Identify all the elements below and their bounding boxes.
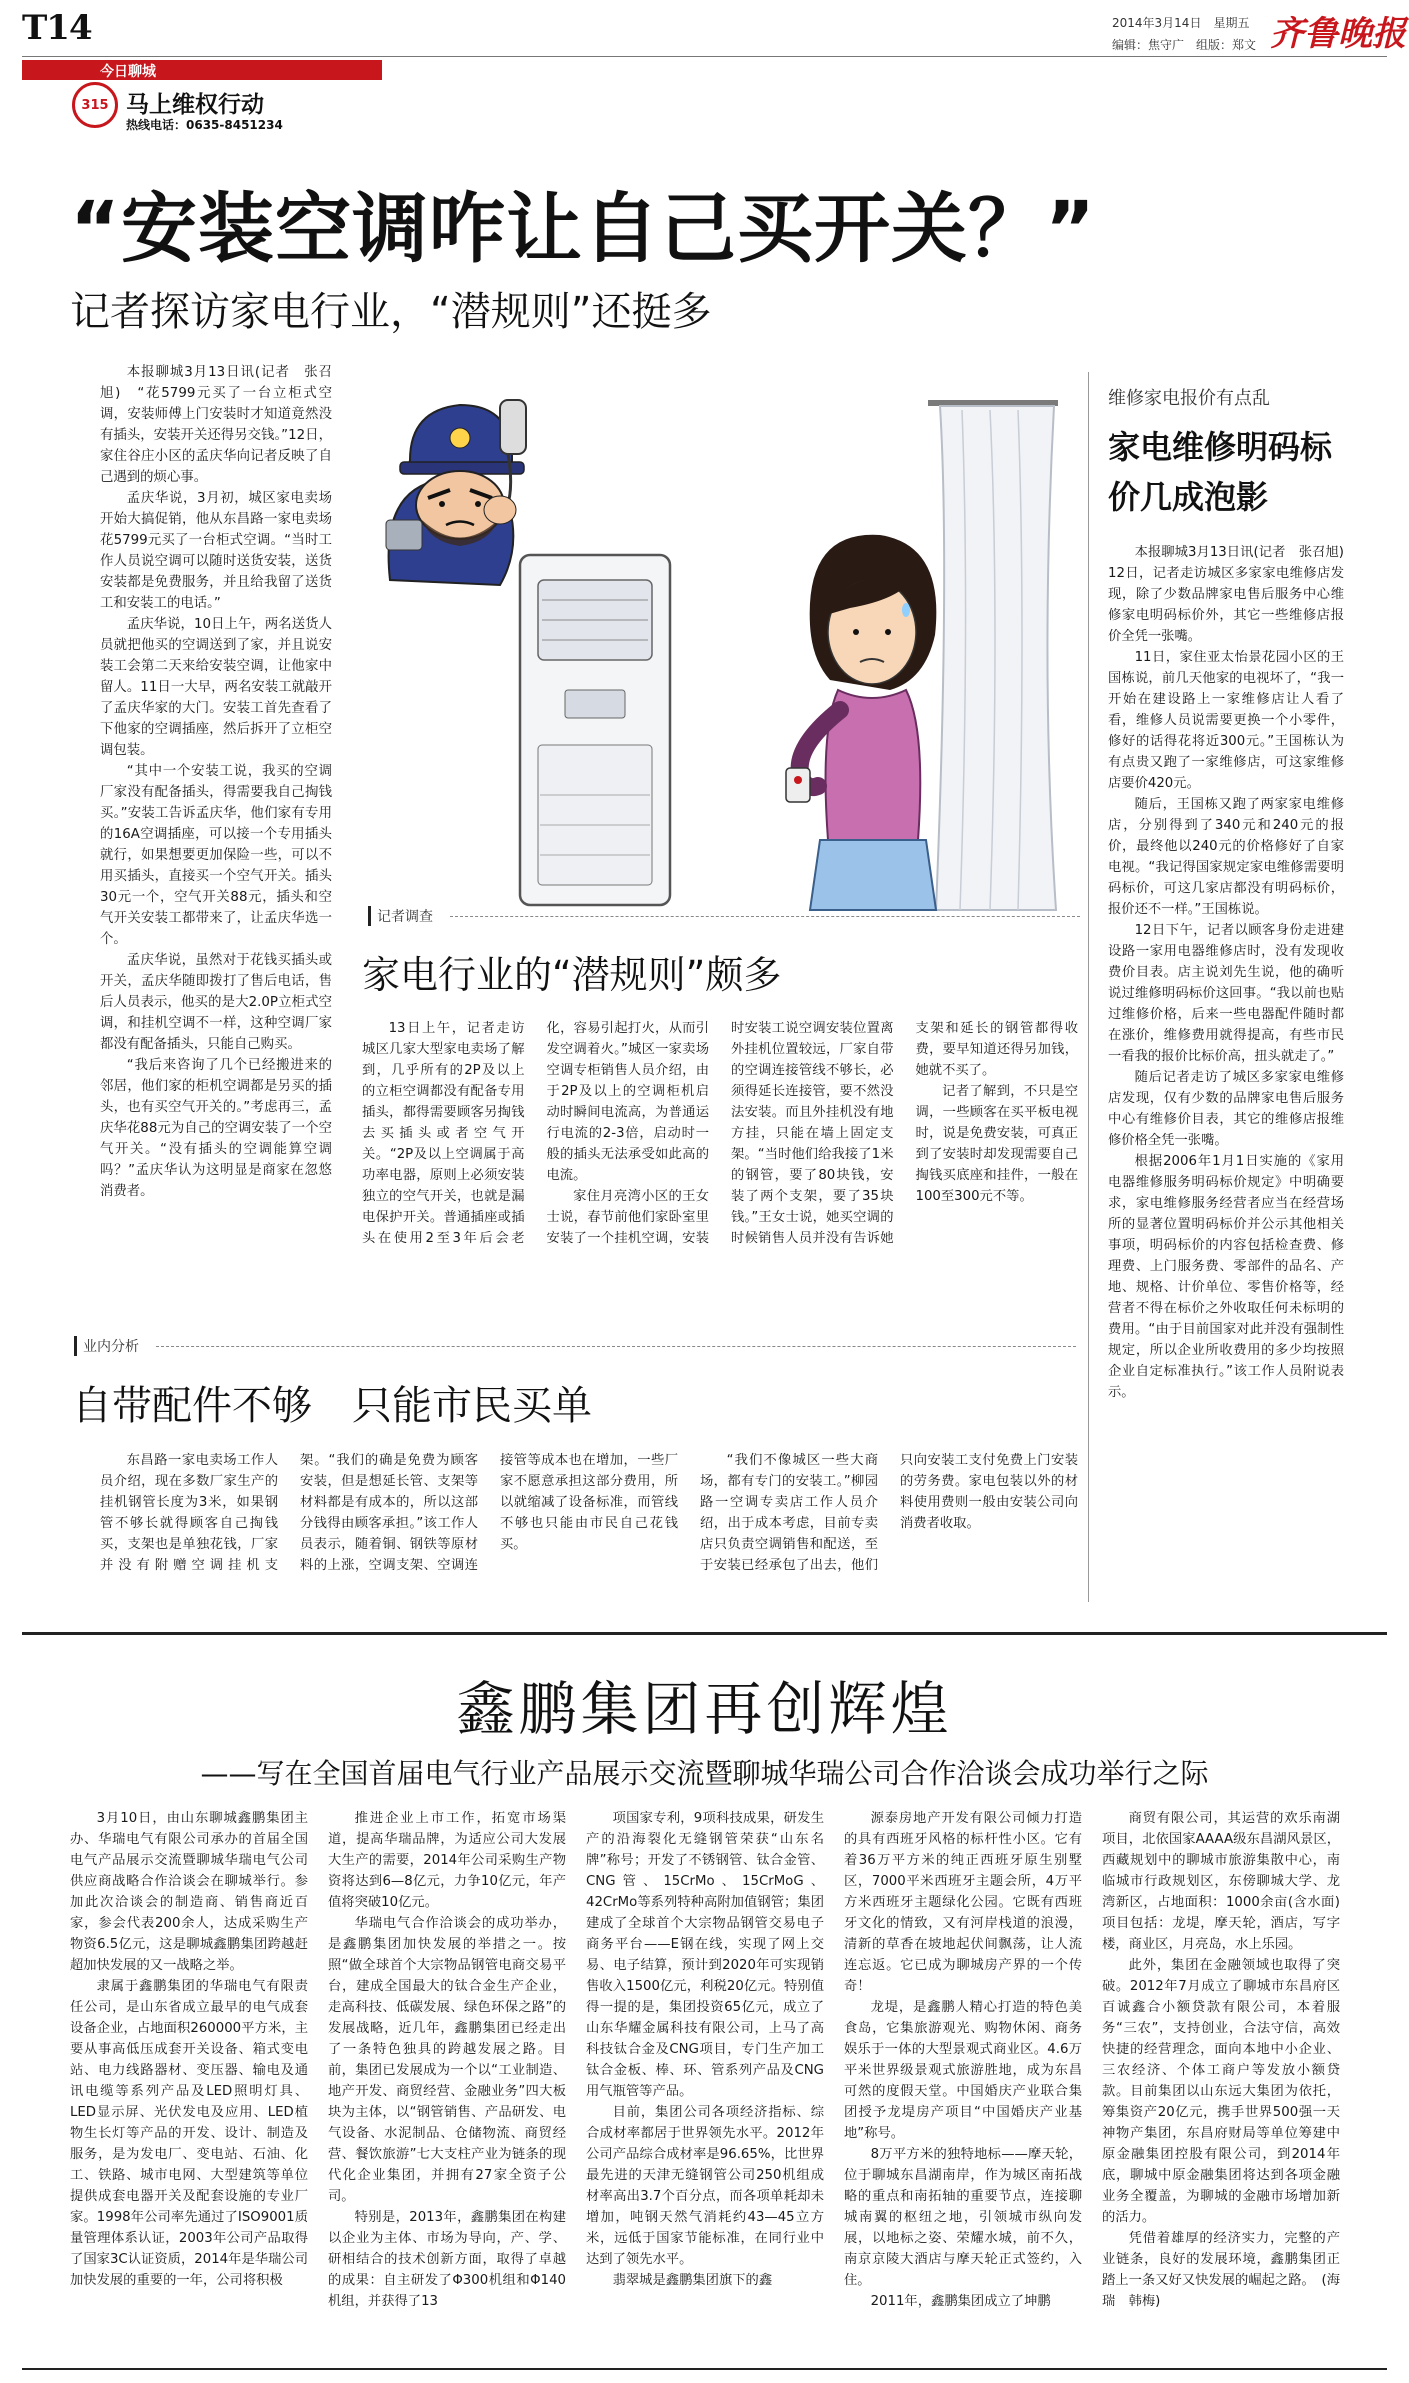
section2-tag: 记者调查: [368, 906, 433, 926]
ad-top-rule: [22, 1632, 1387, 1635]
section-bar: [22, 60, 382, 80]
curtain-graphic: [928, 400, 1058, 910]
woman-customer-graphic: [786, 535, 936, 910]
ad-paragraph: 隶属于鑫鹏集团的华瑞电气有限责任公司，是山东省成立最早的电气成套设备企业，占地面积260000平方米，主要从事高低压成套开关设备、箱式变电站、电力线路器材、变压器、输电及通讯电缆等系列产品及LED照明灯具、LED显示屏、光伏发电及应用、LED植物生长灯等产品的开发、设计、制造及服务，是为发电厂、变电站、石油、化工、铁路、城市电网、大型建筑等单位提供成套电器开关及配套设施的专业厂家。1998年公司率先通过了ISO9001质量管理体系认证，2003年公司产品取得了国家3C认证资质，2014年是华瑞公司加快发展的重要的一年，公司将积极: [70, 1979, 308, 2288]
section3-paragraph: “我们不像城区一些大商场，都有专门的安装工。”柳园路一空调专卖店工作人员介绍，出于成本考虑，目前专卖店只负责空调销售和配送，至于安装已经承包了出去，他们只向安装工支付免费上门安装的劳务费。家电包装以外的材料使用费则一般由安装公司向消费者收取。: [700, 1453, 1078, 1573]
section3-title: 自带配件不够 只能市民买单: [72, 1383, 592, 1429]
story1-paragraph: 孟庆华说，虽然对于花钱买插头或开关，孟庆华随即拨打了售后电话，售后人员表示，他买的是大2.0P立柜式空调，和挂机空调不一样，这种空调厂家都没有配备插头，只能自己购买。: [100, 953, 332, 1052]
ad-paragraph: 翡翠城是鑫鹏集团旗下的鑫: [612, 2273, 773, 2288]
section2-rule: [450, 916, 1080, 917]
sidebar-paragraph: 随后，王国栋又跑了两家家电维修店，分别得到了340元和240元的报价，最终他以240元的价格修好了自家电视。“我记得国家规定家电维修需要明码标价，可这几家店都没有明码标价，报价还不一样。”王国栋说。: [1108, 797, 1344, 917]
ad-paragraph: 源泰房地产开发有限公司倾力打造的具有西班牙风格的标杆性小区。它有着36万平方米的纯正西班牙原生别墅区，7000平米西班牙主题会所，4万平方米西班牙主题绿化公园。它既有西班牙文化的情致，又有河岸栈道的浪漫，清新的草香在坡地起伏间飘荡，让人流连忘返。它已成为聊城房产界的一个传奇！: [844, 1811, 1082, 1994]
ad-paragraph: 目前，集团公司各项经济指标、综合成材率都居于世界领先水平。2012年公司产品综合成材率是96.65%，比世界最先进的天津无缝钢管公司250机组成材率高出3.7个百分点，而各项单耗却未增加，吨钢天然气消耗约43—45立方米，远低于国家节能标准，在同行业中达到了领先水平。: [586, 2105, 824, 2267]
editor-line: 编辑：焦守广 组版：郑文: [1112, 38, 1257, 52]
section2-paragraph: 家住月亮湾小区的王女士说，春节前他们家卧室里安装了一个挂机空调，安装时安装工说空调安装位置离外挂机位置较远，厂家自带的空调连接管线不够长，必须得延长连接管，要不然没法安装。而且外挂机没有地方挂，只能在墙上固定支架。“当时他们给我接了1米的钢管，要了80块钱，安装了两个支架，要了35块钱。”王女士说，她买空调的时候销售人员并没有告诉她支架和延长的钢管都得收费，要早知道还得另加钱，她就不买了。: [546, 1021, 1078, 1246]
cartoon-illustration: [350, 370, 1070, 910]
section3-columns: [100, 1450, 1078, 1610]
air-conditioner-graphic: [520, 555, 670, 905]
section2-columns: [362, 1018, 1078, 1314]
ad-column-1: [70, 1808, 308, 2353]
ad-paragraph: 特别是，2013年，鑫鹏集团在构建以企业为主体、市场为导向，产、学、研相结合的技术创新方面，取得了卓越的成果：自主研发了Φ300机组和Φ140机组，并获得了13: [328, 2210, 566, 2309]
sidebar-column: [1108, 542, 1358, 1570]
ad-paragraph: 推进企业上市工作，拓宽市场渠道，提高华瑞品牌，为适应公司大发展大生产的需要，2014年公司采购生产物资将达到6—8亿元，力争10亿元，年产值将突破10亿元。: [328, 1811, 566, 1910]
sidebar-paragraph: 本报聊城3月13日讯(记者 张召旭) 12日，记者走访城区多家家电维修店发现，除了少数品牌家电售后服务中心维修家电明码标价外，其它一些维修店报价全凭一张嘴。: [1108, 545, 1358, 644]
ad-paragraph: 华瑞电气合作洽谈会的成功举办，是鑫鹏集团加快发展的举措之一。按照“做全球首个大宗物品钢管电商交易平台，建成全国最大的钛合金生产企业，走高科技、低碳发展、绿色环保之路”的发展战略，近几年，鑫鹏集团已经走出了一条特色独具的跨越发展之路。目前，集团已发展成为一个以“工业制造、地产开发、商贸经营、金融业务”四大板块为主体，以“钢管销售、产品研发、电气设备、水泥制品、仓储物流、商贸经营、餐饮旅游”七大支柱产业为链条的现代化企业集团，并拥有27家全资子公司。: [328, 1916, 566, 2204]
section2-title: 家电行业的“潜规则”颇多: [362, 953, 782, 997]
date-line: 2014年3月14日 星期五: [1112, 16, 1250, 30]
section3-rule: [156, 1346, 1076, 1347]
masthead-rule: [22, 56, 1387, 57]
ad-paragraph: 8万平方米的独特地标——摩天轮，位于聊城东昌湖南岸，作为城区南拓战略的重点和南拓轴的重要节点，连接聊城南翼的枢纽之地，引领城市纵向发展，以地标之姿、荣耀水城，前不久，南京京陵大酒店与摩天轮正式签约，入住。: [844, 2147, 1082, 2288]
sidebar-title: 家电维修明码标价几成泡影: [1108, 428, 1333, 516]
ad-column-4: [844, 1808, 1082, 2353]
sidebar-paragraph: 12日下午，记者以顾客身份走进建设路一家用电器维修店时，没有发现收费价目表。店主说刘先生说，他的确听说过维修明码标价这回事。“我以前也贴过维修价格，后来一些电器配件随时都在涨价，维修费用就得提高，有些市民一看我的报价比标价高，扭头就走了。”: [1108, 923, 1344, 1064]
section-label: 今日聊城: [100, 64, 156, 80]
ad-paragraph: 龙堤，是鑫鹏人精心打造的特色美食岛，它集旅游观光、购物休闲、商务娱乐于一体的大型景观式商业区。4.6万平米世界级景观式旅游胜地，成为东昌可然的度假天堂。中国婚庆产业联合集团授予龙堤房产项目“中国婚庆产业基地”称号。: [844, 2000, 1082, 2141]
hotline: 热线电话：0635-8451234: [126, 118, 283, 132]
installer-man-graphic: [386, 400, 526, 585]
page-number: T14: [22, 8, 92, 48]
ad-paragraph: 3月10日，由山东聊城鑫鹏集团主办、华瑞电气有限公司承办的首届全国电气产品展示交流暨聊城华瑞电气公司供应商战略合作洽谈会在聊城举行。参加此次洽谈会的制造商、销售商近百家，参会代表200余人，达成采购生产物资6.5亿元，这是聊城鑫鹏集团跨越赶超加快发展的又一战略之举。: [70, 1811, 308, 1973]
story1-paragraph: 孟庆华说，3月初，城区家电卖场开始大搞促销，他从东昌路一家电卖场花5799元买了一台柜式空调。“当时工作人员说空调可以随时送货安装，送货安装都是免费服务，并且给我留了送货工和安装工的电话。”: [100, 491, 332, 611]
ad-title: 鑫鹏集团再创辉煌: [456, 1675, 953, 1743]
story1-paragraph: 孟庆华说，10日上午，两名送货人员就把他买的空调送到了家，并且说安装工会第二天来给安装空调，让他家中留人。11日一大早，两名安装工就敲开了孟庆华家的大门。安装工首先查看了下他家的空调插座，然后拆开了立柜空调包装。: [100, 617, 332, 758]
ad-bottom-rule: [22, 2368, 1387, 2370]
story1-paragraph: 本报聊城3月13日讯(记者 张召旭) “花5799元买了一台立柜式空调，安装师傅上门安装时才知道竟然没有插头，安装开关还得另交钱。”12日，家住谷庄小区的孟庆华向记者反映了自己遇到的烦心事。: [100, 365, 332, 485]
badge-315-icon: [72, 82, 118, 128]
story1-paragraph: “其中一个安装工说，我买的空调厂家没有配备插头，得需要我自己掏钱买。”安装工告诉孟庆华，他们家有专用的16A空调插座，可以接一个专用插头就行，如果想要更加保险一些，可以不用买插头，直接买一个空气开关。插头30元一个，空气开关88元，插头和空气开关安装工都带来了，让孟庆华选一个。: [100, 764, 332, 947]
badge-315-text: 315: [81, 97, 109, 113]
sidebar-divider: [1088, 372, 1089, 1602]
sidebar-kicker: 维修家电报价有点乱: [1108, 388, 1270, 409]
ad-paragraph: 项国家专利，9项科技成果，研发生产的沿海裂化无缝钢管荣获“山东名牌”称号；开发了不锈钢管、钛合金管、CNG管、15CrMo、15CrMoG、42CrMo等系列特种高附加值钢管；集团建成了全球首个大宗物品钢管交易电子商务平台——E钢在线，实现了网上交易、电子结算，预计到2020年可实现销售收入1500亿元，利税20亿元。特别值得一提的是，集团投资65亿元，成立了山东华耀金属科技有限公司，上马了高科技钛合金及CNG项目，专门生产加工钛合金板、棒、环、管系列产品及CNG用气瓶管等产品。: [586, 1811, 824, 2099]
story1-paragraph: “我后来咨询了几个已经搬进来的邻居，他们家的柜机空调都是另买的插头，也有买空气开关的。”考虑再三，孟庆华花88元为自己的空调安装了一个空气开关。“没有插头的空调能算空调吗？”孟庆华认为这明显是商家在忽悠消费者。: [100, 1058, 332, 1199]
section2-paragraph: 13日上午，记者走访城区几家大型家电卖场了解到，几乎所有的2P及以上的立柜空调都没有配备专用插头，都得需要顾客另掏钱去买插头或者空气开关。“2P及以上空调属于高功率电器，原则上必须安装独立的空气开关，也就是漏电保护开关。普通插座或插头在使用2至3年后会老化，容易引起打火，从而引发空调着火。”城区一家卖场空调专柜销售人员介绍，由于2P及以上的空调柜机启动时瞬间电流高，为普通运行电流的2-3倍，启动时一般的插头无法承受如此高的电流。: [362, 1021, 709, 1246]
ad-paragraph: 2011年，鑫鹏集团成立了坤鹏: [870, 2294, 1051, 2309]
ad-paragraph: 凭借着雄厚的经济实力，完整的产业链条，良好的发展环境，鑫鹏集团正踏上一条又好又快发展的崛起之路。 (海瑞 韩梅): [1102, 2231, 1340, 2309]
column-title: 马上维权行动: [126, 92, 264, 118]
section3-tag: 业内分析: [74, 1336, 139, 1356]
headline-subtitle: 记者探访家电行业，“潜规则”还挺多: [70, 289, 712, 335]
sidebar-paragraph: 随后记者走访了城区多家家电维修店发现，仅有少数的品牌家电售后服务中心有维修价目表，其它的维修店报维修价格全凭一张嘴。: [1108, 1070, 1344, 1148]
sidebar-paragraph: 11日，家住亚太怡景花园小区的王国栋说，前几天他家的电视坏了，“我一开始在建设路上一家维修店让人看了看，维修人员说需要更换一个小零件，修好的话得花将近300元。”王国栋认为有点贵又跑了一家维修店，可这家维修店要价420元。: [1108, 650, 1344, 791]
ad-subtitle: ——写在全国首届电气行业产品展示交流暨聊城华瑞公司合作洽谈会成功举行之际: [200, 1757, 1209, 1790]
ad-column-3: [586, 1808, 824, 2353]
ad-paragraph: 此外，集团在金融领域也取得了突破。2012年7月成立了聊城市东昌府区百诚鑫合小额贷款有限公司，本着服务“三农”，支持创业，合法守信，高效快捷的经营理念，面向本地中小企业、三农经济、个体工商户等发放小额贷款。目前集团以山东远大集团为依托，筹集资产20亿元，携手世界500强一天神物产集团，东昌府财局等单位筹建中原金融集团控股有限公司，到2014年底，聊城中原金融集团将达到各项金融业务全覆盖，为聊城的金融市场增加新的活力。: [1102, 1958, 1340, 2225]
ad-column-2: [328, 1808, 566, 2353]
sidebar-paragraph: 根据2006年1月1日实施的《家用电器维修服务明码标价规定》中明确要求，家电维修服务经营者应当在经营场所的显著位置明码标价并公示其他相关事项，明码标价的内容包括检查费、修理费、上门服务费、零部件的品名、产地、规格、计价单位、零售价格等，经营者不得在标价之外收取任何未标明的费用。“由于目前国家对此并没有强制性规定，所以企业所收费用的多少均按照企业自定标准执行。”该工作人员附说表示。: [1108, 1154, 1344, 1400]
paper-logo: 齐鲁晚报: [1270, 14, 1406, 54]
section2-paragraph: 记者了解到，不只是空调，一些顾客在买平板电视时，说是免费安装，可真正到了安装时却发现需要自己掏钱买底座和挂件，一般在100至300元不等。: [915, 1084, 1078, 1204]
ad-paragraph: 商贸有限公司，其运营的欢乐南湖项目，北依国家AAAA级东昌湖风景区，西藏规划中的聊城市旅游集散中心，南临城市行政规划区，东傍聊城大学、龙湾新区，占地面积：1000余亩(含水面)项目包括：龙堤，摩天轮，酒店，写字楼，商业区，月亮岛，水上乐园。: [1102, 1811, 1340, 1952]
section3-paragraph: 东昌路一家电卖场工作人员介绍，现在多数厂家生产的挂机钢管长度为3米，如果钢管不够长就得顾客自己掏钱买，支架也是单独花钱，厂家并没有附赠空调挂机支架。“我们的确是免费为顾客安装，但是想延长管、支架等材料都是有成本的，所以这部分钱得由顾客承担。”该工作人员表示，随着铜、钢铁等原材料的上涨，空调支架、空调连接管等成本也在增加，一些厂家不愿意承担这部分费用，所以就缩减了设备标准，而管线不够也只能由市民自己花钱买。: [100, 1453, 678, 1573]
headline-title: “安装空调咋让自己买开关？”: [70, 184, 1096, 273]
ad-column-5: [1102, 1808, 1340, 2353]
story1-column: [100, 362, 332, 1314]
